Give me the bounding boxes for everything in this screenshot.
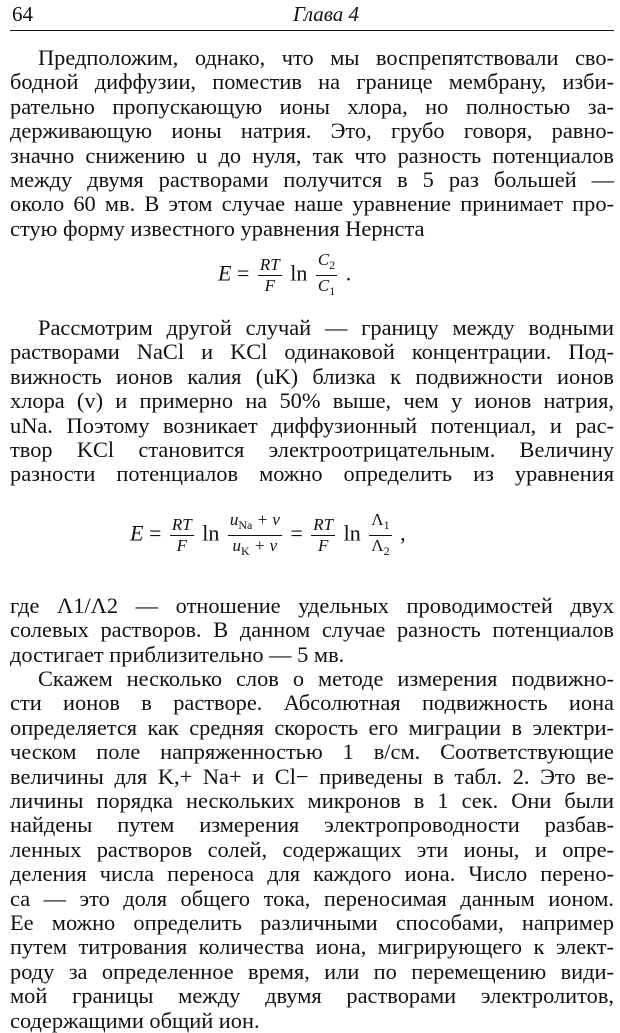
text-line: рательно пропускающую ионы хлора, но полностью за- — [10, 93, 614, 119]
text-line: величины для K,+ Na+ и Cl− приведены в табл. 2. Это ве- — [10, 763, 614, 789]
text-line: достигает приблизительно — 5 мв. — [10, 641, 345, 667]
fraction-numerator: $u_{Na} + v$ — [228, 510, 282, 536]
text-line: Ее можно определить различными способами, например — [10, 910, 614, 936]
text-line: бодной диффузии, поместив на границе мембрану, изби- — [10, 69, 614, 95]
formula-symbol: E — [130, 520, 144, 546]
nernst-equation — [218, 250, 351, 301]
text-line: твор KCl становится электроотрицательным. Величину — [10, 437, 614, 463]
text-line: са — это доля общего тока, переносимая данным ионом. — [10, 885, 614, 911]
paragraph-4 — [10, 667, 614, 1033]
page-number: 64 — [12, 2, 33, 26]
paragraph-3 — [10, 594, 614, 667]
fraction-numerator: RT — [313, 515, 334, 534]
text-line: вижность ионов калия (uK) близка к подвижности ионов — [10, 363, 614, 389]
text-line: деления числа переноса для каждого иона. Число перено- — [10, 861, 614, 887]
text-line: держивающую ионы натрия. Это, грубо говоря, равно- — [10, 118, 614, 144]
diffusion-potential-equation — [130, 510, 406, 561]
fraction-conductivities — [369, 510, 391, 561]
header-rule — [10, 30, 614, 31]
formula-symbol: ln — [202, 520, 220, 546]
text-line: где Λ1/Λ2 — отношение удельных проводимостей двух — [10, 593, 614, 618]
text-line: определяется как средняя скорость его миграции в электри- — [10, 714, 614, 740]
formula-symbol: ln — [290, 260, 308, 286]
fraction-c2-c1 — [316, 250, 337, 301]
fraction-denominator: $\Lambda_2$ — [371, 536, 390, 558]
text-line: путем титрования количества иона, мигрирующего к элект- — [10, 934, 614, 960]
formula-symbol: . — [345, 260, 352, 286]
text-line: мой границы между двумя растворами электролитов, — [10, 983, 614, 1009]
text-line: найдены путем измерения электропроводности разбав- — [10, 812, 614, 838]
text-line: Скажем несколько слов о методе измерения подвижно- — [38, 666, 614, 691]
text-line: роду за определенное время, или по перемещению види- — [10, 958, 614, 984]
text-line: личины порядка нескольких микронов в 1 сек. Они были — [10, 788, 614, 814]
text-line: Предположим, однако, что мы воспрепятствовали сво- — [38, 45, 614, 70]
text-line: значно снижению u до нуля, так что разность потенциалов — [10, 142, 614, 168]
text-line: хлора (v) и примерно на 50% выше, чем у ионов натрия, — [10, 388, 614, 414]
fraction-denominator: $u_K + v$ — [232, 536, 278, 558]
text-line: Рассмотрим другой случай — границу между водными — [38, 315, 614, 340]
text-line: ческом поле напряженностью 1 в/см. Соответствующие — [10, 739, 614, 765]
fraction-rt-f — [258, 255, 282, 296]
text-line: сти ионов в растворе. Абсолютная подвижность иона — [10, 690, 614, 716]
fraction-numerator: RT — [171, 515, 192, 534]
text-line: между двумя растворами получится в 5 раз большей — — [10, 167, 614, 193]
text-line: солевых растворов. В данном случае разность потенциалов — [10, 617, 614, 643]
text-line: uNa. Поэтому возникает диффузионный потенциал, и рас- — [10, 412, 614, 438]
formula-symbol: , — [400, 520, 406, 546]
formula-symbol: E — [218, 260, 232, 286]
running-head: Глава 4 — [293, 2, 359, 26]
text-line: растворами NaCl и KCl одинаковой концентрации. Под- — [10, 339, 614, 365]
formula-symbol: ln — [343, 520, 361, 546]
formula-symbol: = — [148, 520, 162, 546]
text-line: около 60 мв. В этом случае наше уравнение принимает про- — [10, 191, 614, 217]
paragraph-1 — [10, 46, 614, 241]
fraction-numerator: $\Lambda_1$ — [369, 510, 391, 536]
text-line: содержащими общий ион. — [10, 1007, 260, 1033]
fraction-rt-f — [311, 515, 335, 556]
text-line: разности потенциалов можно определить из уравнения — [10, 461, 614, 487]
fraction-denominator: F — [318, 536, 329, 555]
paragraph-2 — [10, 316, 614, 487]
formula-symbol: = — [236, 260, 250, 286]
fraction-denominator: F — [176, 536, 187, 555]
fraction-denominator: F — [264, 276, 275, 295]
page-header — [10, 0, 610, 30]
fraction-numerator: $C_2$ — [316, 250, 337, 276]
fraction-numerator: RT — [259, 255, 280, 274]
text-line: стую форму известного уравнения Нернста — [10, 215, 425, 241]
text-line: ленных растворов солей, содержащих эти ионы, и опре- — [10, 836, 614, 862]
fraction-mobility — [228, 510, 282, 561]
fraction-rt-f — [170, 515, 194, 556]
fraction-denominator: $C_1$ — [317, 276, 336, 298]
formula-symbol: = — [290, 520, 303, 546]
